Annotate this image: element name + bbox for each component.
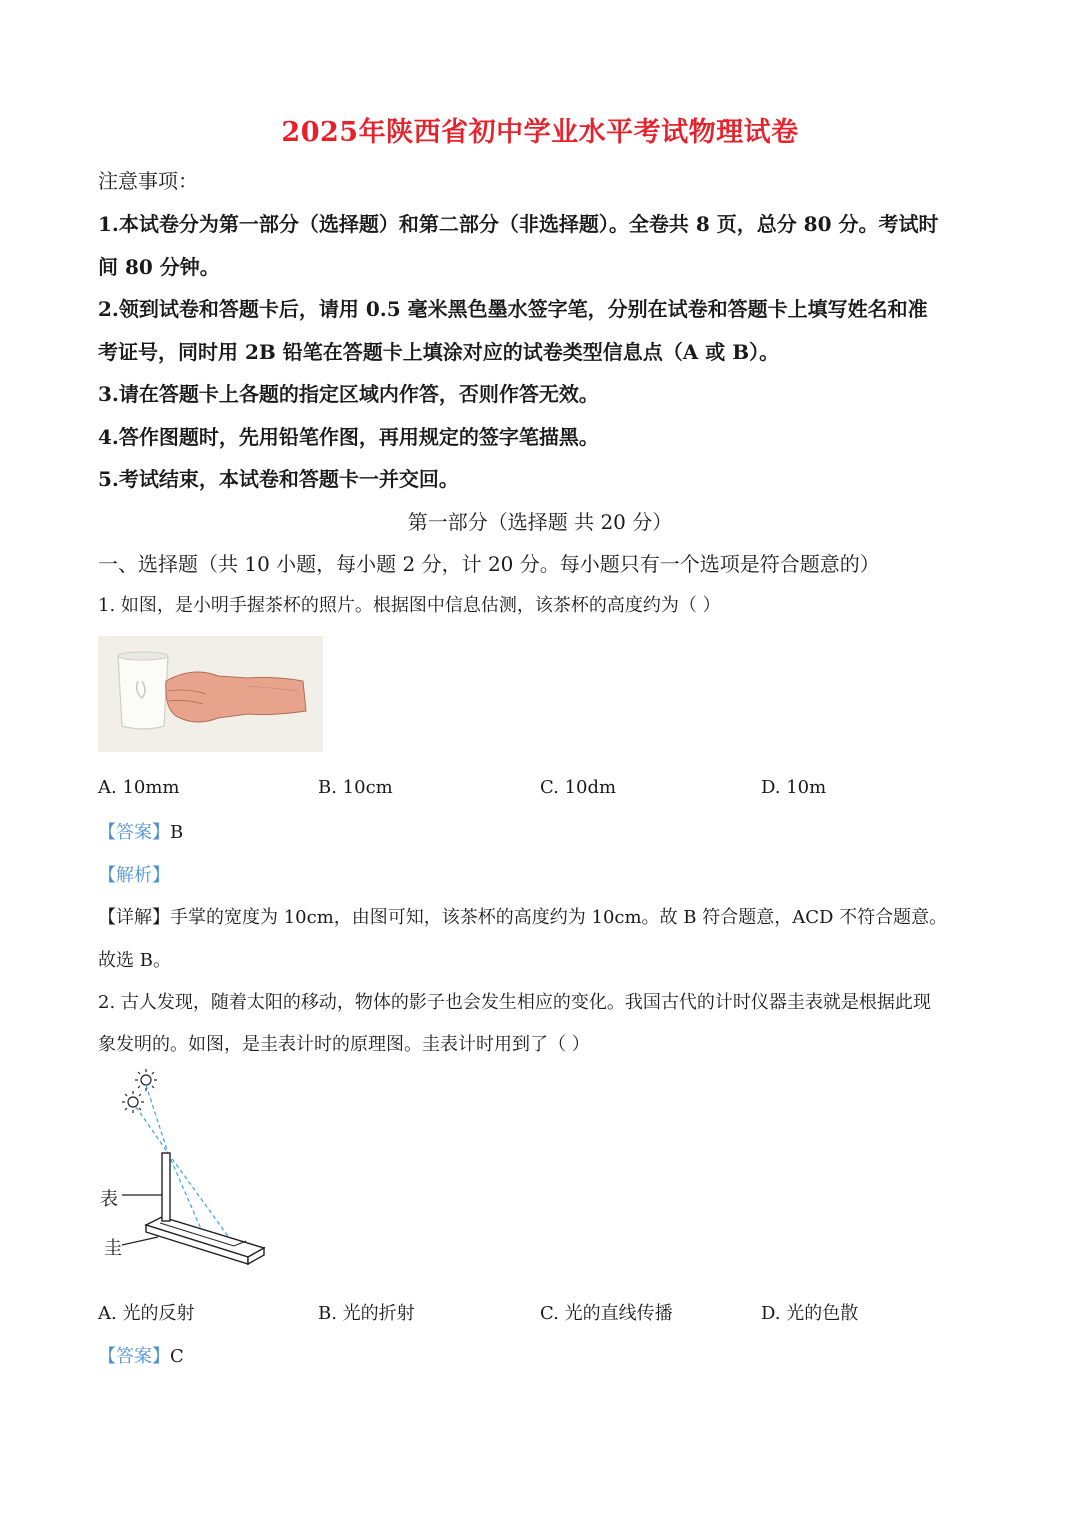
sun-icon xyxy=(122,1091,144,1113)
q1-cup-photo xyxy=(98,636,323,752)
answer-tag: 【答案】 xyxy=(98,822,170,843)
cup-hand-illustration xyxy=(98,636,323,752)
sun-icon xyxy=(135,1069,157,1091)
q2-option-c: C. 光的直线传播 xyxy=(540,1303,673,1324)
section-heading: 一、选择题（共 10 小题，每小题 2 分，计 20 分。每小题只有一个选项是符合题意的） xyxy=(98,552,880,576)
notice-item-3: 3.请在答题卡上各题的指定区域内作答，否则作答无效。 xyxy=(98,382,599,406)
notice-item-2b: 考证号，同时用 2B 铅笔在答题卡上填涂对应的试卷类型信息点（A 或 B）。 xyxy=(98,340,780,364)
q1-answer-value: B xyxy=(170,822,184,843)
answer-tag: 【答案】 xyxy=(98,1346,170,1367)
q2-option-a: A. 光的反射 xyxy=(98,1303,195,1324)
q1-detail xyxy=(98,903,947,929)
q1-option-a: A. 10mm xyxy=(98,777,180,798)
part1-heading: 第一部分（选择题 共 20 分） xyxy=(407,510,673,534)
guibiao-svg xyxy=(98,1065,278,1285)
q1-option-b: B. 10cm xyxy=(318,777,393,798)
detail-tag: 【详解】 xyxy=(98,907,170,928)
q2-stem-line2: 象发明的。如图，是圭表计时的原理图。圭表计时用到了（ ） xyxy=(98,1034,590,1055)
q2-option-d: D. 光的色散 xyxy=(761,1303,859,1324)
q2-answer xyxy=(98,1342,184,1368)
q2-stem-line1: 2. 古人发现，随着太阳的移动，物体的影子也会发生相应的变化。我国古代的计时仪器圭表就是根据此现 xyxy=(98,992,931,1013)
q1-stem: 1. 如图，是小明手握茶杯的照片。根据图中信息估测，该茶杯的高度约为（ ） xyxy=(98,595,721,616)
q2-guibiao-diagram xyxy=(98,1065,278,1285)
exam-title: 2025年陕西省初中学业水平考试物理试卷 xyxy=(281,117,799,148)
label-gui: 圭 xyxy=(104,1238,122,1259)
notice-item-1b: 间 80 分钟。 xyxy=(98,255,220,279)
q1-option-d: D. 10m xyxy=(761,777,827,798)
notice-heading: 注意事项： xyxy=(98,169,198,193)
q1-option-c: C. 10dm xyxy=(540,777,617,798)
notice-item-4: 4.答作图题时，先用铅笔作图，再用规定的签字笔描黑。 xyxy=(98,425,599,449)
label-biao: 表 xyxy=(100,1189,118,1210)
notice-item-2a: 2.领到试卷和答题卡后，请用 0.5 毫米黑色墨水签字笔，分别在试卷和答题卡上填写姓名和准 xyxy=(98,297,928,321)
notice-item-5: 5.考试结束，本试卷和答题卡一并交回。 xyxy=(98,467,459,491)
notice-item-1a: 1.本试卷分为第一部分（选择题）和第二部分（非选择题）。全卷共 8 页，总分 80 分。考试时 xyxy=(98,212,939,236)
q1-analysis-tag: 【解析】 xyxy=(98,865,170,886)
q2-option-b: B. 光的折射 xyxy=(318,1303,415,1324)
q1-detail-text: 手掌的宽度为 10cm，由图可知，该茶杯的高度约为 10cm。故 B 符合题意，ACD 不符合题意。 xyxy=(170,907,948,928)
q1-conclusion: 故选 B。 xyxy=(98,950,171,971)
q1-answer xyxy=(98,818,183,844)
q2-answer-value: C xyxy=(170,1346,184,1367)
